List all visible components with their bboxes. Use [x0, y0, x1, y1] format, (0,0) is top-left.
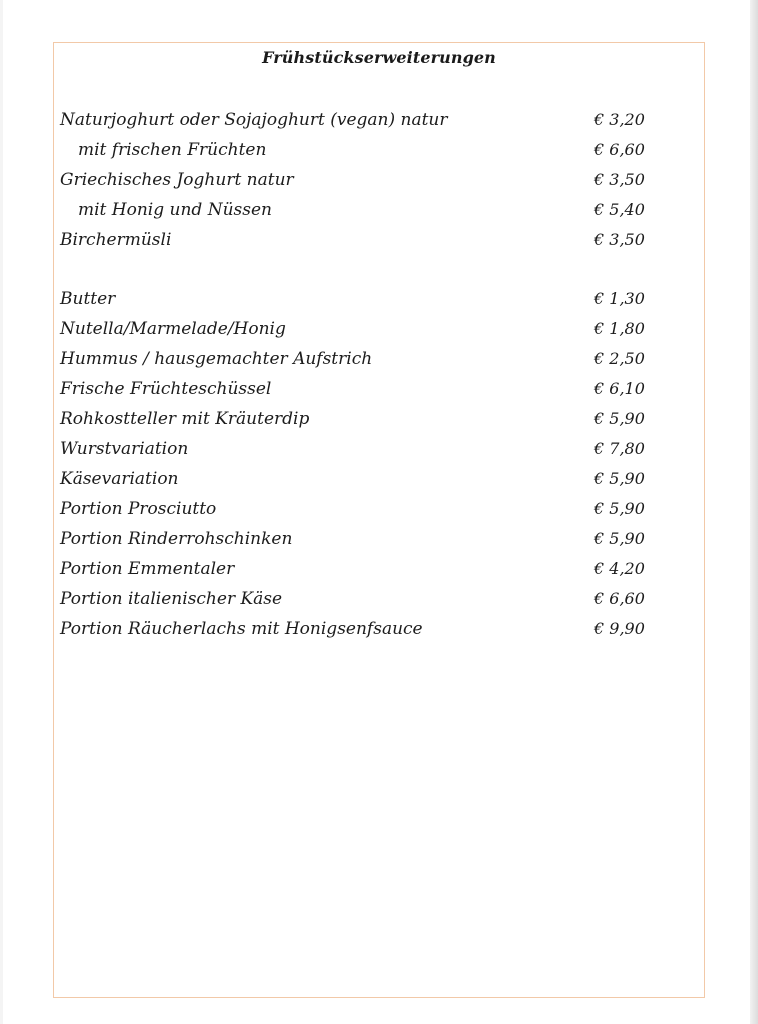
menu-item-price: € 3,20 — [594, 110, 645, 129]
menu-item-price: € 1,80 — [594, 319, 645, 338]
menu-item-price: € 3,50 — [594, 170, 645, 189]
menu-item — [0, 557, 758, 585]
menu-item-variant — [0, 198, 758, 226]
menu-item-name: Portion Emmentaler — [60, 559, 235, 579]
menu-item-price: € 4,20 — [594, 559, 645, 578]
menu-item-name: mit Honig und Nüssen — [78, 200, 272, 220]
menu-item-name: Käsevariation — [60, 469, 179, 489]
menu-item-price: € 6,60 — [594, 140, 645, 159]
menu-item-price: € 5,90 — [594, 499, 645, 518]
menu-item-price: € 7,80 — [594, 439, 645, 458]
menu-item-price: € 1,30 — [594, 289, 645, 308]
menu-item — [0, 527, 758, 555]
menu-item-name: mit frischen Früchten — [78, 140, 267, 160]
menu-item-price: € 5,90 — [594, 469, 645, 488]
menu-item — [0, 437, 758, 465]
menu-item-name: Butter — [60, 289, 116, 309]
menu-item-name: Portion Rinderrohschinken — [60, 529, 293, 549]
menu-item-price: € 6,10 — [594, 379, 645, 398]
menu-item — [0, 108, 758, 136]
menu-item-price: € 9,90 — [594, 619, 645, 638]
menu-item — [0, 497, 758, 525]
menu-item-name: Portion italienischer Käse — [60, 589, 283, 609]
menu-item — [0, 287, 758, 315]
menu-item-name: Rohkostteller mit Kräuterdip — [60, 409, 310, 429]
menu-title: Frühstückserweiterungen — [262, 48, 496, 67]
menu-item-name: Naturjoghurt oder Sojajoghurt (vegan) natur — [60, 110, 448, 130]
menu-item-price: € 2,50 — [594, 349, 645, 368]
menu-item-name: Nutella/Marmelade/Honig — [60, 319, 286, 339]
menu-item-price: € 6,60 — [594, 589, 645, 608]
menu-item-name: Portion Räucherlachs mit Honigsenfsauce — [60, 619, 423, 639]
menu-item — [0, 587, 758, 615]
menu-item — [0, 168, 758, 196]
menu-item-name: Wurstvariation — [60, 439, 189, 459]
menu-item — [0, 228, 758, 256]
menu-item-name: Frische Früchteschüssel — [60, 379, 272, 399]
menu-item — [0, 467, 758, 495]
menu-item — [0, 617, 758, 645]
menu-item-name: Griechisches Joghurt natur — [60, 170, 294, 190]
menu-item — [0, 377, 758, 405]
menu-item-name: Birchermüsli — [60, 230, 172, 250]
menu-item-price: € 3,50 — [594, 230, 645, 249]
menu-item-price: € 5,90 — [594, 409, 645, 428]
menu-item-name: Portion Prosciutto — [60, 499, 217, 519]
menu-item — [0, 317, 758, 345]
menu-item — [0, 347, 758, 375]
menu-item-price: € 5,40 — [594, 200, 645, 219]
menu-item-variant — [0, 138, 758, 166]
menu-item-price: € 5,90 — [594, 529, 645, 548]
menu-item — [0, 407, 758, 435]
menu-item-name: Hummus / hausgemachter Aufstrich — [60, 349, 373, 369]
